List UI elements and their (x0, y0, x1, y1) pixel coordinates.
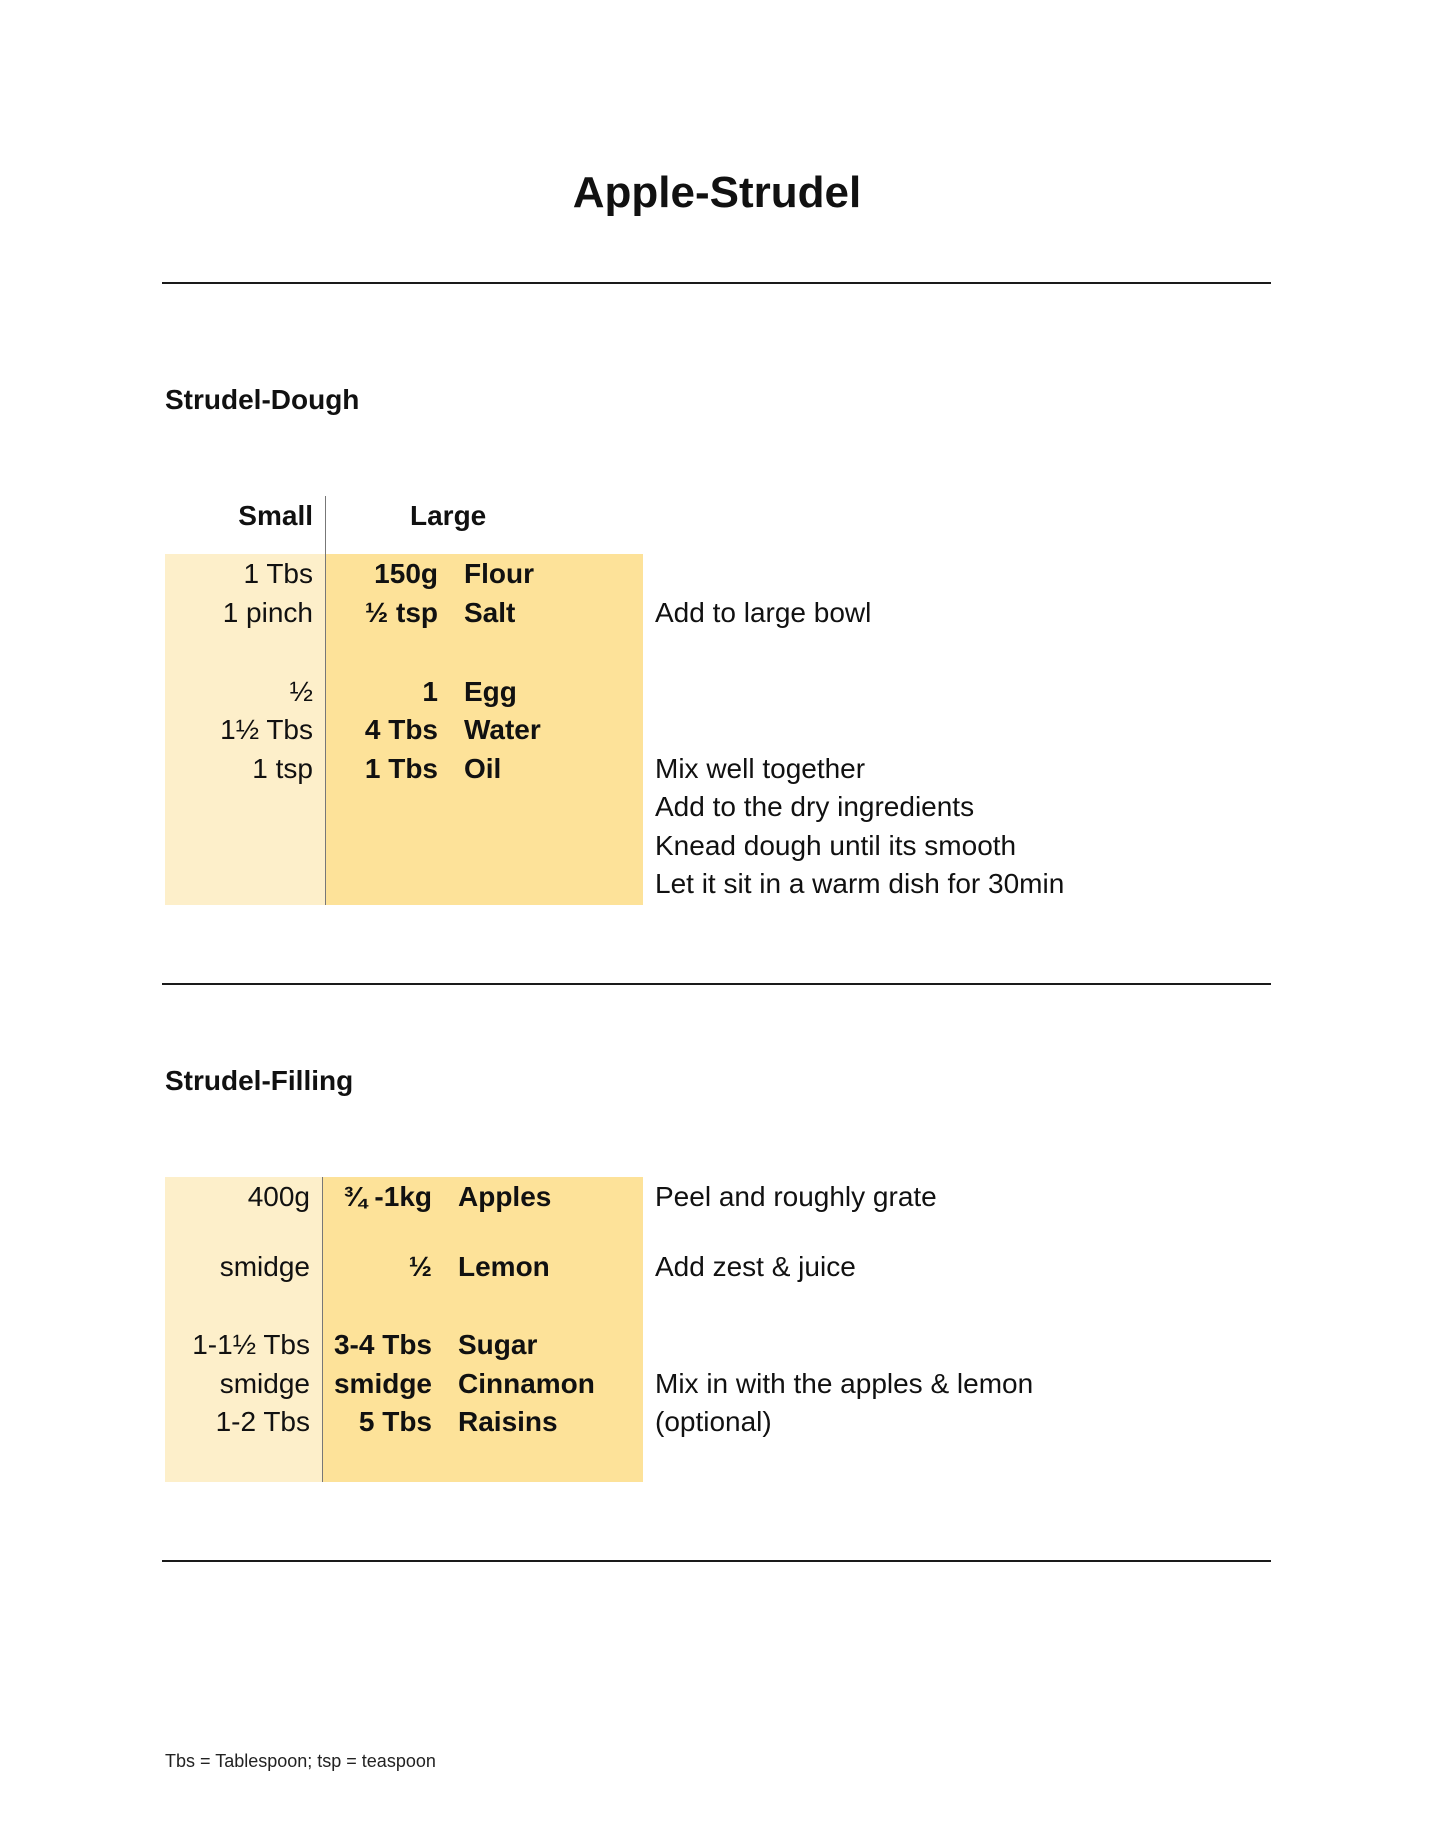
filling-ingredient: Sugar (458, 1329, 538, 1360)
column-divider (325, 496, 326, 905)
dough-section-title: Strudel-Dough (165, 384, 360, 415)
dough-instruction: Add to large bowl (655, 597, 872, 628)
dough-ingredient: Water (464, 714, 541, 745)
dough-small-amount: 1½ Tbs (220, 714, 313, 745)
divider-rule (162, 1560, 1271, 1562)
filling-large-amount: 5 Tbs (358, 1406, 432, 1437)
footnote: Tbs = Tablespoon; tsp = teaspoon (165, 1751, 436, 1771)
filling-large-amount: ½ (408, 1251, 432, 1282)
filling-instruction: Peel and roughly grate (655, 1181, 937, 1212)
page-title: Apple-Strudel (572, 168, 862, 217)
dough-instruction: Knead dough until its smooth (655, 830, 1017, 861)
header-large: Large (410, 500, 487, 531)
dough-ingredient: Salt (464, 597, 516, 628)
dough-ingredient: Oil (464, 753, 502, 784)
filling-large-amount: ¾ -1kg (343, 1181, 432, 1212)
filling-instruction: Mix in with the apples & lemon (655, 1368, 1034, 1399)
dough-small-amount: 1 Tbs (243, 558, 313, 589)
dough-large-amount: 4 Tbs (364, 714, 438, 745)
filling-small-amount: 1-1½ Tbs (192, 1329, 310, 1360)
dough-large-amount: 1 (422, 676, 438, 707)
filling-ingredient: Cinnamon (458, 1368, 595, 1399)
filling-section-title: Strudel-Filling (165, 1065, 354, 1096)
dough-instruction: Mix well together (655, 753, 866, 784)
dough-large-amount: ½ tsp (364, 597, 438, 628)
dough-small-amount: 1 pinch (222, 597, 313, 628)
filling-small-amount: smidge (219, 1251, 310, 1282)
filling-ingredient: Raisins (458, 1406, 558, 1437)
dough-small-amount: ½ (289, 676, 313, 707)
dough-ingredient: Egg (464, 676, 517, 707)
filling-ingredient: Apples (458, 1181, 552, 1212)
dough-instruction: Add to the dry ingredients (655, 791, 975, 822)
dough-large-amount: 1 Tbs (364, 753, 438, 784)
dough-instruction: Let it sit in a warm dish for 30min (655, 868, 1065, 899)
divider-rule (162, 983, 1271, 985)
filling-small-amount: 1-2 Tbs (215, 1406, 310, 1437)
dough-large-amount: 150g (374, 558, 438, 589)
header-small: Small (238, 500, 313, 531)
filling-small-amount: smidge (219, 1368, 310, 1399)
filling-instruction: (optional) (655, 1406, 772, 1437)
filling-large-amount: smidge (333, 1368, 432, 1399)
column-divider (322, 1177, 323, 1482)
filling-large-amount: 3-4 Tbs (333, 1329, 432, 1360)
filling-small-amount: 400g (247, 1181, 310, 1212)
divider-rule (162, 282, 1271, 284)
filling-instruction: Add zest & juice (655, 1251, 856, 1282)
filling-ingredient: Lemon (458, 1251, 550, 1282)
dough-ingredient: Flour (464, 558, 534, 589)
dough-small-amount: 1 tsp (252, 753, 313, 784)
